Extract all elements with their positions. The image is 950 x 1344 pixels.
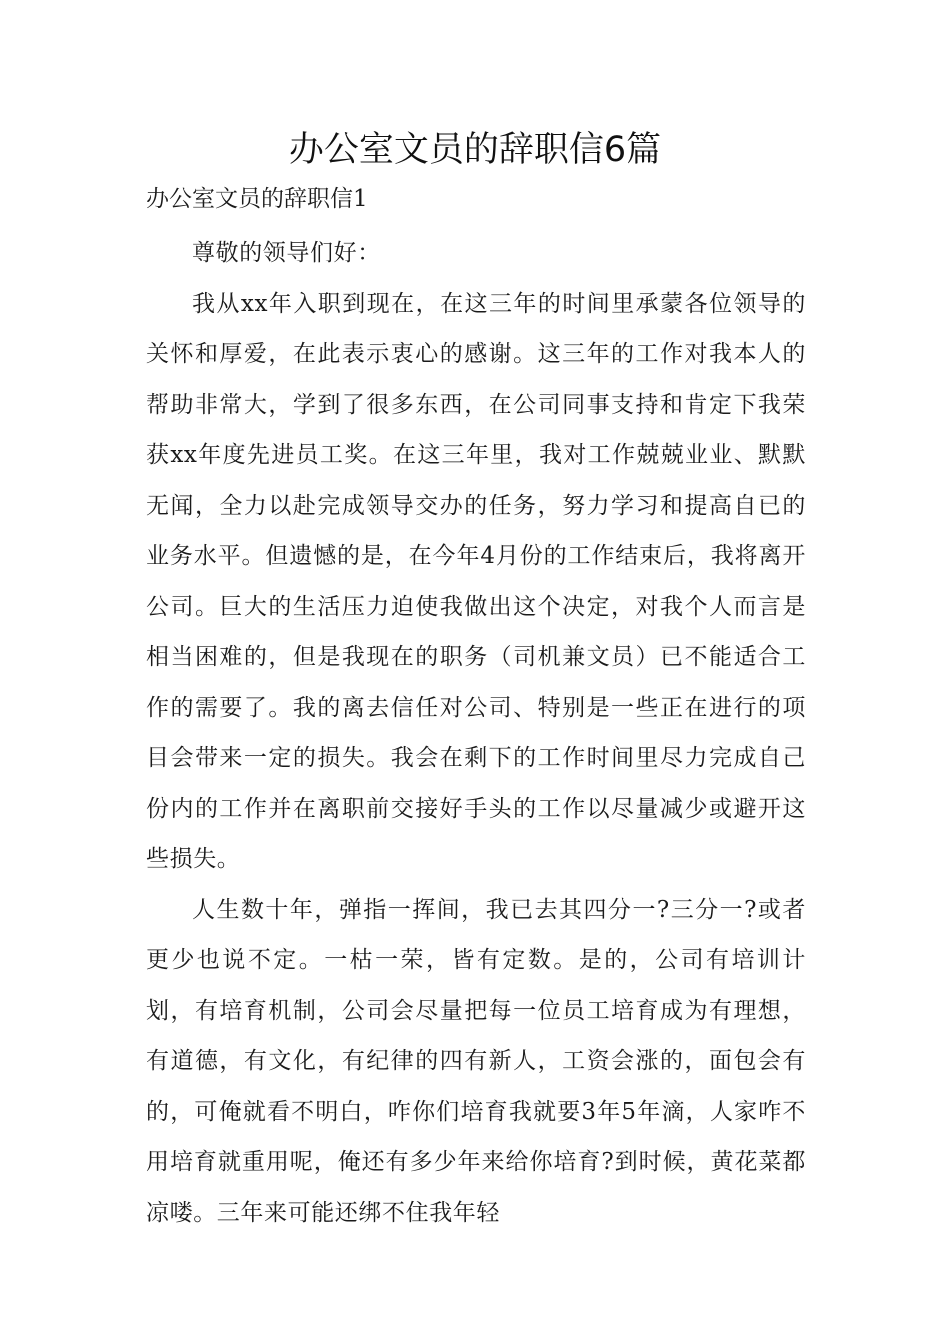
paragraph-1: 我从xx年入职到现在，在这三年的时间里承蒙各位领导的关怀和厚爱，在此表示衷心的感谢。这三年的工作对我本人的帮助非常大，学到了很多东西，在公司同事支持和肯定下我荣获xx年度先进员工奖。在这三年里，我对工作兢兢业业、默默无闻，全力以赴完成领导交办的任务，努力学习和提高自已的业务水平。但遗憾的是，在今年4月份的工作结束后，我将离开公司。巨大的生活压力迫使我做出这个决定，对我个人而言是相当困难的，但是我现在的职务（司机兼文员）已不能适合工作的需要了。我的离去信任对公司、特别是一些正在进行的项目会带来一定的损失。我会在剩下的工作时间里尽力完成自己份内的工作并在离职前交接好手头的工作以尽量减少或避开这些损失。: [146, 290, 806, 872]
letter-body: [146, 228, 806, 1238]
salutation: 尊敬的领导们好：: [192, 240, 381, 266]
section-heading: 办公室文员的辞职信1: [146, 186, 368, 212]
document-title: 办公室文员的辞职信6篇: [288, 130, 662, 170]
paragraph-2: 人生数十年，弹指一挥间，我已去其四分一?三分一?或者更少也说不定。一枯一荣，皆有定数。是的，公司有培训计划，有培育机制，公司会尽量把每一位员工培育成为有理想，有道德，有文化，有纪律的四有新人，工资会涨的，面包会有的，可俺就看不明白，咋你们培育我就要3年5年滴，人家咋不用培育就重用呢，俺还有多少年来给你培育?到时候，黄花菜都凉喽。三年来可能还绑不住我年轻: [146, 896, 806, 1226]
